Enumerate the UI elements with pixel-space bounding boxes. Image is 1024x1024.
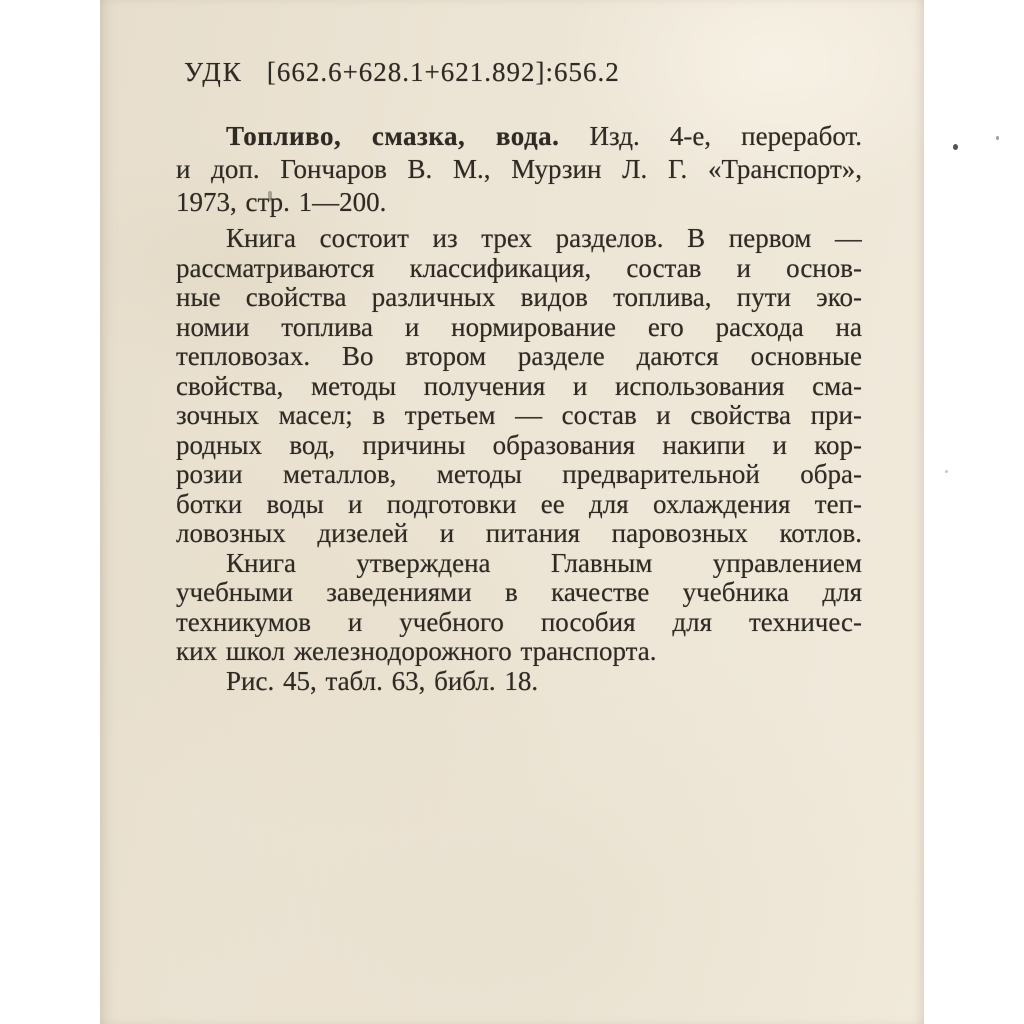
text-line: Рис. 45, табл. 63, библ. 18. [226,666,539,696]
text-line: свойства, методы получения и использования сма- [176,371,862,401]
text-line: 1973, стр. 1—200. [176,187,387,217]
text-line: ких школ железнодорожного транспорта. [176,637,657,666]
udk-code: [662.6+628.1+621.892]:656.2 [266,57,620,87]
text-line: учебными заведениями в качестве учебника для [176,578,862,607]
text-line: ловозных дизелей и питания паровозных котлов. [176,519,862,548]
text-line: родных вод, причины образования накипи и кор- [176,430,862,460]
text-line: Топливо, смазка, вода. Изд. 4-е, переработ. [226,121,862,151]
paper-speck [268,191,272,201]
bibliographic-reference [176,120,862,219]
text-line: техникумов и учебного пособия для техничес- [176,607,862,637]
page-text-block [176,56,862,696]
paper-speck [953,144,958,150]
text-line: и доп. Гончаров В. М., Мурзин Л. Г. «Транспорт», [176,154,862,184]
book-page [100,0,924,1024]
text-line: зочных масел; в третьем — состав и свойства при- [176,401,862,430]
text-line: розии металлов, методы предварительной обра- [176,460,862,489]
udk-classification-line [176,56,862,88]
paper-speck [945,470,948,473]
text-line: Книга утверждена Главным управлением [226,548,862,578]
text-line: рассматриваются классификация, состав и основ- [176,253,862,283]
udk-label: УДК [184,57,243,87]
figures-tables-count [176,667,862,697]
text-line: тепловозах. Во втором разделе даются основные [176,342,862,371]
text-line: номии топлива и нормирование его расхода на [176,312,862,342]
book-title-bold: Топливо, смазка, вода. [226,121,560,151]
paper-speck [996,136,999,140]
text-line: ные свойства различных видов топлива, пути эко- [176,283,862,312]
text-line: ботки воды и подготовки ее для охлаждения теп- [176,489,862,519]
annotation [176,224,862,549]
approval-note [176,549,862,667]
text-line: Книга состоит из трех разделов. В первом — [226,224,862,253]
